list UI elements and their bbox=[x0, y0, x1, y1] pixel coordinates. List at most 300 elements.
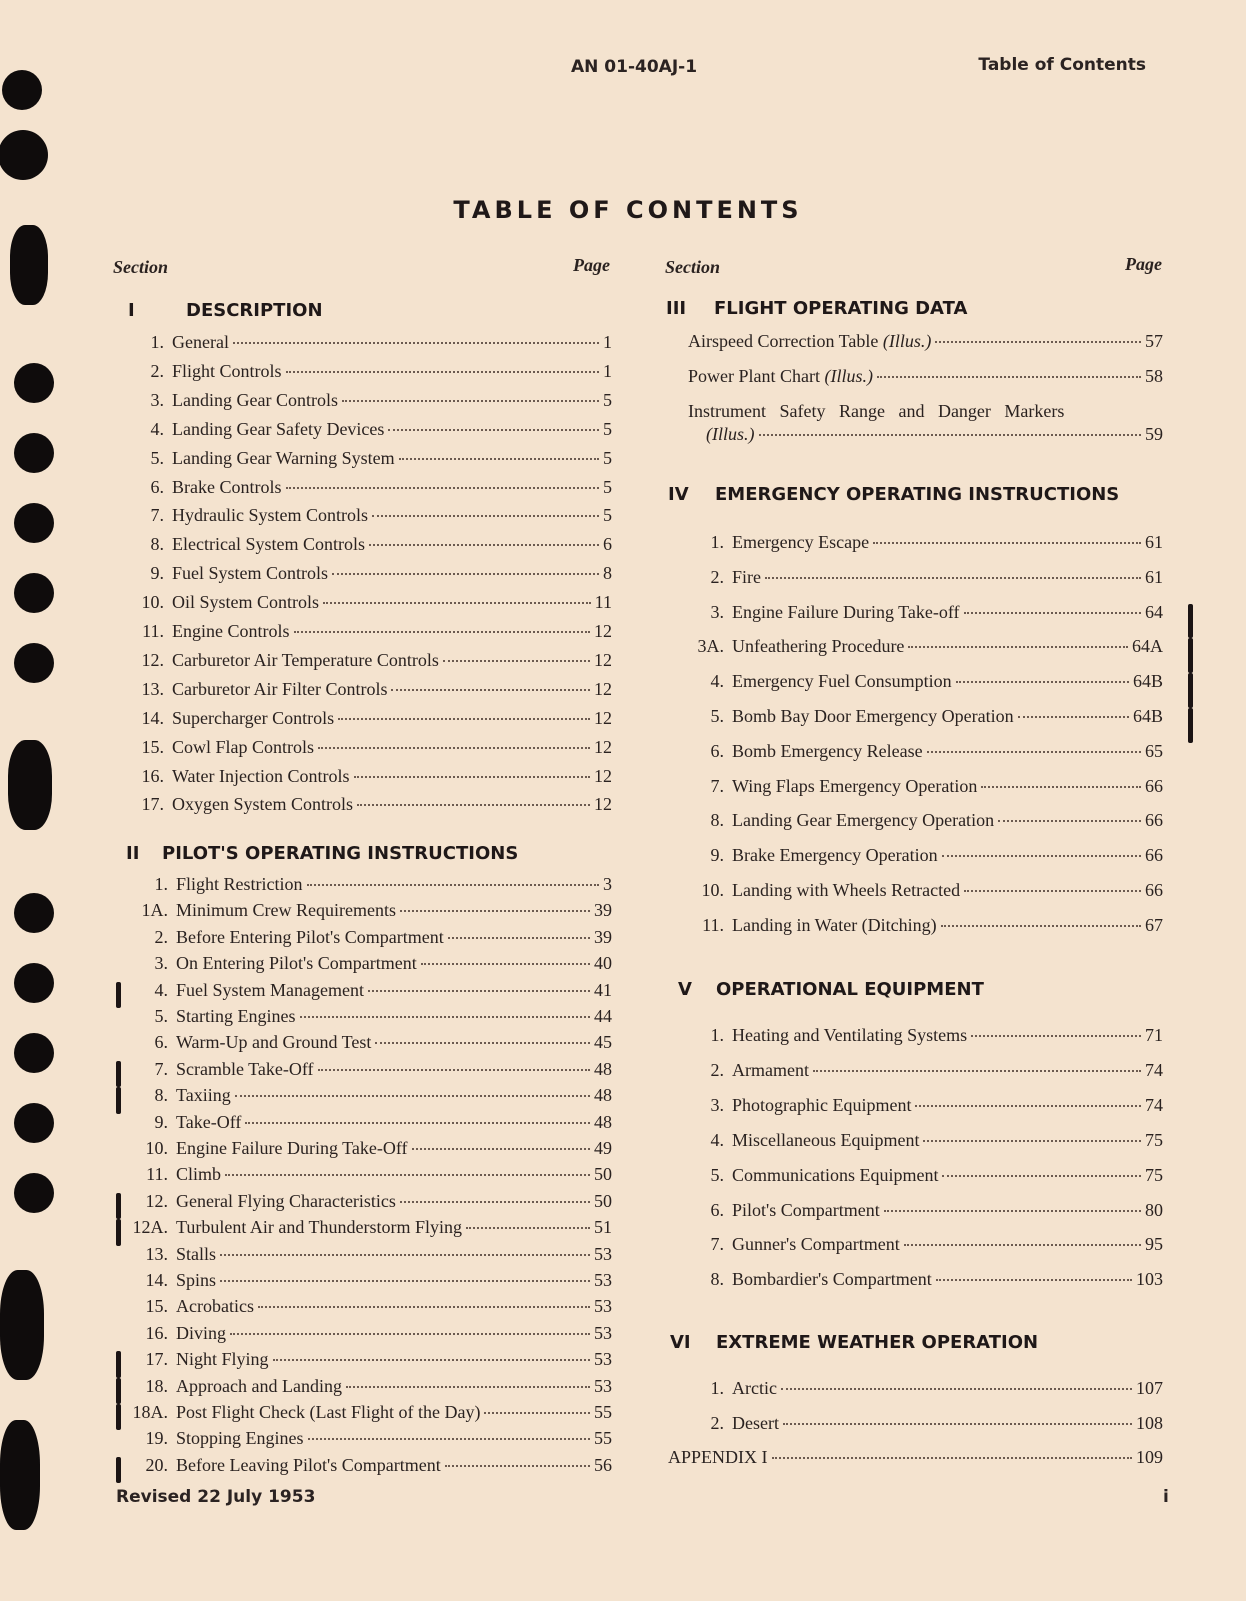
toc-entry[interactable] bbox=[680, 1413, 1163, 1434]
entry-title: Electrical System Controls bbox=[172, 534, 365, 555]
entry-title: Cowl Flap Controls bbox=[172, 736, 315, 757]
entry-number: 7. bbox=[154, 1058, 168, 1079]
toc-entry[interactable] bbox=[120, 1164, 612, 1185]
page-number: 12 bbox=[594, 707, 612, 728]
toc-entry[interactable] bbox=[680, 1234, 1163, 1255]
binder-hole bbox=[14, 643, 54, 683]
page-number: 45 bbox=[594, 1032, 612, 1053]
entry-number: 2. bbox=[710, 1059, 724, 1080]
page-column-header: Page bbox=[1125, 254, 1162, 274]
section-column-header: Section bbox=[665, 257, 721, 277]
toc-entry[interactable] bbox=[680, 1130, 1163, 1151]
entry-number: 4. bbox=[150, 418, 164, 439]
dot-leader bbox=[813, 1070, 1141, 1072]
entry-number: 10. bbox=[141, 592, 164, 613]
entry-title: Bomb Emergency Release bbox=[732, 740, 923, 761]
dot-leader bbox=[412, 1148, 590, 1150]
entry-number: 17. bbox=[141, 794, 164, 815]
entry-number: 1. bbox=[710, 1025, 724, 1045]
change-bar bbox=[1188, 604, 1193, 639]
section-heading bbox=[670, 1332, 1039, 1353]
toc-entry[interactable] bbox=[140, 650, 612, 671]
toc-entry[interactable] bbox=[680, 1060, 1163, 1081]
entry-number: 6. bbox=[150, 476, 164, 497]
running-title: Table of Contents bbox=[978, 55, 1146, 75]
page-number: 12 bbox=[594, 765, 612, 786]
toc-entry[interactable] bbox=[120, 1112, 612, 1133]
toc-entry[interactable] bbox=[680, 1165, 1163, 1186]
page-number: 53 bbox=[594, 1296, 612, 1317]
page-number: 75 bbox=[1145, 1164, 1163, 1185]
entry-number: 16. bbox=[141, 765, 164, 786]
section-title: OPERATIONAL EQUIPMENT bbox=[716, 979, 984, 1000]
dot-leader bbox=[342, 400, 599, 402]
page-number: 3 bbox=[603, 874, 612, 894]
entry-title: Taxiing bbox=[176, 1085, 231, 1106]
toc-entry[interactable] bbox=[140, 477, 612, 498]
entry-title: Communications Equipment bbox=[732, 1164, 939, 1185]
page-number: 12 bbox=[594, 794, 612, 815]
toc-entry[interactable] bbox=[120, 1006, 612, 1027]
toc-entry[interactable] bbox=[140, 766, 612, 787]
dot-leader bbox=[233, 342, 599, 344]
toc-entry[interactable] bbox=[140, 390, 612, 411]
entry-title: Oxygen System Controls bbox=[172, 794, 354, 815]
dot-leader bbox=[354, 776, 590, 778]
page-number: 95 bbox=[1145, 1234, 1163, 1255]
entry-number: 12A. bbox=[132, 1217, 168, 1238]
entry-title: On Entering Pilot's Compartment bbox=[176, 953, 417, 974]
toc-entry[interactable] bbox=[140, 448, 612, 469]
entry-number: 13. bbox=[145, 1243, 168, 1264]
page-number: 66 bbox=[1145, 810, 1163, 831]
page-number: 61 bbox=[1145, 532, 1163, 552]
section-roman-numeral: III bbox=[666, 298, 687, 319]
toc-entry[interactable] bbox=[120, 953, 612, 974]
entry-number: 3A. bbox=[697, 636, 724, 657]
page-title: TABLE OF CONTENTS bbox=[453, 196, 803, 224]
entry-number: 5. bbox=[710, 706, 724, 726]
toc-entry[interactable] bbox=[140, 592, 612, 613]
page-number: 108 bbox=[1136, 1413, 1163, 1433]
dot-leader bbox=[884, 1210, 1141, 1212]
binder-hole bbox=[2, 70, 42, 110]
entry-number: 1. bbox=[154, 874, 168, 894]
entry-number: 15. bbox=[145, 1296, 168, 1317]
entry-number: 1A. bbox=[141, 900, 168, 921]
dot-leader bbox=[915, 1105, 1141, 1107]
entry-title: Landing Gear Emergency Operation bbox=[732, 810, 995, 831]
section-heading bbox=[668, 484, 1120, 505]
entry-title: Flight Controls bbox=[172, 360, 282, 381]
toc-entry[interactable] bbox=[680, 880, 1163, 901]
toc-entry[interactable] bbox=[120, 1032, 612, 1053]
entry-title: Landing Gear Warning System bbox=[172, 447, 395, 468]
entry-title: Carburetor Air Temperature Controls bbox=[172, 649, 439, 670]
entry-number: 7. bbox=[150, 505, 164, 526]
entry-number: 14. bbox=[145, 1270, 168, 1290]
entry-title: Starting Engines bbox=[176, 1006, 296, 1026]
page-number: 65 bbox=[1145, 740, 1163, 761]
page-number: 80 bbox=[1145, 1199, 1163, 1220]
toc-entry[interactable] bbox=[140, 679, 612, 700]
entry-title: Warm-Up and Ground Test bbox=[176, 1032, 372, 1053]
entry-number: 13. bbox=[141, 678, 164, 699]
entry-title: Unfeathering Procedure bbox=[732, 636, 905, 657]
page-number: 53 bbox=[594, 1375, 612, 1396]
entry-number: 11. bbox=[702, 914, 724, 935]
toc-entry[interactable] bbox=[120, 1138, 612, 1159]
toc-entry[interactable] bbox=[680, 845, 1163, 866]
dot-leader bbox=[781, 1388, 1132, 1390]
page-number: 41 bbox=[594, 979, 612, 1000]
dot-leader bbox=[873, 542, 1141, 544]
toc-entry[interactable] bbox=[120, 1428, 612, 1449]
page-number: 5 bbox=[603, 389, 612, 410]
page-number: 5 bbox=[603, 505, 612, 526]
entry-note: (Illus.) bbox=[706, 424, 755, 444]
page-number: 12 bbox=[594, 736, 612, 757]
revision-date: Revised 22 July 1953 bbox=[116, 1487, 316, 1507]
entry-title: Scramble Take-Off bbox=[176, 1058, 314, 1079]
binder-hole bbox=[14, 893, 54, 933]
entry-title: Airspeed Correction Table bbox=[688, 331, 879, 351]
section-heading bbox=[128, 300, 323, 321]
page-number: 75 bbox=[1145, 1129, 1163, 1150]
toc-entry[interactable] bbox=[680, 567, 1163, 588]
dot-leader bbox=[357, 804, 590, 806]
dot-leader bbox=[399, 458, 599, 460]
entry-title: Pilot's Compartment bbox=[732, 1199, 880, 1220]
toc-entry[interactable] bbox=[120, 1296, 612, 1317]
page-number: 74 bbox=[1145, 1059, 1163, 1080]
toc-entry[interactable] bbox=[120, 1376, 612, 1397]
entry-number: 14. bbox=[141, 707, 164, 728]
entry-title: Landing with Wheels Retracted bbox=[732, 880, 961, 900]
binder-hole bbox=[14, 1033, 54, 1073]
toc-entry[interactable] bbox=[680, 602, 1163, 623]
appendix-entry[interactable] bbox=[668, 1447, 1163, 1468]
toc-entry[interactable] bbox=[688, 401, 1163, 445]
toc-entry[interactable] bbox=[120, 1217, 612, 1238]
section-heading bbox=[666, 298, 968, 319]
toc-entry[interactable] bbox=[680, 1269, 1163, 1290]
page-number: 55 bbox=[594, 1402, 612, 1422]
page-number: 64B bbox=[1132, 671, 1163, 692]
page-number: 56 bbox=[594, 1454, 612, 1475]
toc-entry[interactable] bbox=[680, 1200, 1163, 1221]
toc-entry[interactable] bbox=[120, 1402, 612, 1423]
dot-leader bbox=[936, 1279, 1132, 1281]
page-number: 1 bbox=[603, 332, 612, 352]
entry-number: 20. bbox=[145, 1454, 168, 1475]
page-number: 5 bbox=[603, 476, 612, 497]
binder-hole bbox=[14, 963, 54, 1003]
dot-leader bbox=[245, 1122, 590, 1124]
entry-title: Arctic bbox=[732, 1378, 777, 1398]
entry-number: 3. bbox=[710, 1094, 724, 1115]
toc-entry[interactable] bbox=[680, 636, 1163, 657]
page-number: 66 bbox=[1145, 880, 1163, 900]
page-number: 12 bbox=[594, 649, 612, 670]
entry-title: Stopping Engines bbox=[176, 1428, 304, 1449]
entry-title: Approach and Landing bbox=[176, 1375, 342, 1396]
section-roman-numeral: VI bbox=[670, 1332, 691, 1353]
binder-hole bbox=[14, 363, 54, 403]
page-number: 40 bbox=[594, 953, 612, 974]
page-number: 74 bbox=[1145, 1094, 1163, 1115]
entry-number: 11. bbox=[146, 1164, 168, 1185]
dot-leader bbox=[323, 602, 591, 604]
entry-title: Acrobatics bbox=[176, 1296, 254, 1317]
page-number: 53 bbox=[594, 1322, 612, 1343]
toc-entry[interactable] bbox=[120, 1270, 612, 1291]
page-number: 51 bbox=[594, 1217, 612, 1238]
page-number: 55 bbox=[594, 1428, 612, 1449]
entry-title: Power Plant Chart bbox=[688, 366, 820, 386]
entry-number: 6. bbox=[710, 1199, 724, 1220]
entry-title: Hydraulic System Controls bbox=[172, 505, 368, 526]
entry-number: 7. bbox=[710, 775, 724, 796]
page-number: 58 bbox=[1145, 366, 1163, 386]
toc-entry[interactable] bbox=[140, 737, 612, 758]
toc-entry[interactable] bbox=[120, 900, 612, 921]
toc-entry[interactable] bbox=[120, 874, 612, 895]
dot-leader bbox=[225, 1174, 590, 1176]
dot-leader bbox=[772, 1457, 1132, 1459]
page-column-header: Page bbox=[573, 255, 610, 275]
toc-entry[interactable] bbox=[140, 794, 612, 815]
page-number: 53 bbox=[594, 1243, 612, 1264]
dot-leader bbox=[877, 376, 1141, 378]
page-number-footer: i bbox=[1163, 1487, 1169, 1507]
toc-entry[interactable] bbox=[680, 706, 1163, 727]
page-number: 1 bbox=[603, 360, 612, 381]
page-number: 48 bbox=[594, 1058, 612, 1079]
dot-leader bbox=[998, 820, 1141, 822]
entry-number: 4. bbox=[154, 979, 168, 1000]
page-number: 39 bbox=[594, 900, 612, 921]
binder-hole bbox=[14, 1173, 54, 1213]
toc-entry[interactable] bbox=[680, 532, 1163, 553]
toc-entry[interactable] bbox=[140, 563, 612, 584]
entry-number: 8. bbox=[710, 1269, 724, 1290]
entry-title: Brake Emergency Operation bbox=[732, 845, 938, 866]
entry-title: Bomb Bay Door Emergency Operation bbox=[732, 706, 1014, 726]
toc-entry[interactable] bbox=[680, 810, 1163, 831]
entry-number: 9. bbox=[150, 563, 164, 584]
section-heading bbox=[126, 843, 519, 864]
entry-number: 5. bbox=[710, 1164, 724, 1185]
binder-hole bbox=[0, 130, 48, 180]
binder-hole bbox=[0, 1270, 44, 1380]
toc-entry[interactable] bbox=[120, 1059, 612, 1080]
entry-number: 9. bbox=[710, 845, 724, 866]
page-number: 107 bbox=[1136, 1378, 1163, 1398]
entry-number: 4. bbox=[710, 1129, 724, 1150]
page-number: 8 bbox=[603, 563, 612, 584]
entry-title: Heating and Ventilating Systems bbox=[732, 1025, 968, 1045]
page-number: 53 bbox=[594, 1349, 612, 1370]
section-title: PILOT'S OPERATING INSTRUCTIONS bbox=[162, 843, 519, 864]
dot-leader bbox=[338, 718, 590, 720]
toc-entry[interactable] bbox=[680, 1378, 1163, 1399]
section-title: DESCRIPTION bbox=[186, 300, 323, 321]
binder-hole bbox=[8, 740, 52, 830]
toc-entry[interactable] bbox=[680, 915, 1163, 936]
dot-leader bbox=[927, 751, 1141, 753]
dot-leader bbox=[220, 1254, 590, 1256]
entry-title: Emergency Fuel Consumption bbox=[732, 671, 952, 692]
page-number: 103 bbox=[1136, 1269, 1163, 1290]
entry-title: Engine Failure During Take-Off bbox=[176, 1138, 408, 1158]
entry-number: 5. bbox=[150, 447, 164, 468]
entry-title: Diving bbox=[176, 1322, 227, 1343]
entry-title: Fuel System Management bbox=[176, 979, 364, 1000]
page-number: 67 bbox=[1145, 914, 1163, 935]
section-title: EMERGENCY OPERATING INSTRUCTIONS bbox=[715, 484, 1120, 505]
toc-entry[interactable] bbox=[140, 621, 612, 642]
entry-number: 4. bbox=[710, 671, 724, 692]
page-number: 64 bbox=[1145, 601, 1163, 622]
dot-leader bbox=[273, 1359, 590, 1361]
toc-entry[interactable] bbox=[140, 419, 612, 440]
entry-title: Emergency Escape bbox=[732, 532, 870, 552]
section-title: FLIGHT OPERATING DATA bbox=[714, 298, 968, 319]
document-number: AN 01-40AJ-1 bbox=[571, 57, 698, 77]
dot-leader bbox=[220, 1280, 590, 1282]
binder-hole bbox=[14, 503, 54, 543]
page-number: 11 bbox=[594, 592, 612, 613]
dot-leader bbox=[904, 1244, 1141, 1246]
entry-number: 5. bbox=[154, 1006, 168, 1026]
entry-number: 15. bbox=[141, 736, 164, 757]
entry-title: Water Injection Controls bbox=[172, 765, 350, 786]
change-bar bbox=[1188, 673, 1193, 708]
dot-leader bbox=[372, 515, 599, 517]
toc-entry[interactable] bbox=[120, 927, 612, 948]
toc-entry[interactable] bbox=[688, 366, 1163, 387]
entry-number: 7. bbox=[710, 1234, 724, 1255]
dot-leader bbox=[942, 1175, 1141, 1177]
dot-leader bbox=[375, 1042, 590, 1044]
section-roman-numeral: I bbox=[128, 300, 135, 321]
entry-title: Climb bbox=[176, 1164, 222, 1185]
toc-entry[interactable] bbox=[688, 331, 1163, 352]
toc-entry[interactable] bbox=[680, 741, 1163, 762]
dot-leader bbox=[294, 631, 591, 633]
dot-leader bbox=[332, 573, 599, 575]
entry-number: 1. bbox=[150, 332, 164, 352]
dot-leader bbox=[1018, 716, 1129, 718]
page-number: 48 bbox=[594, 1111, 612, 1132]
toc-entry[interactable] bbox=[120, 1244, 612, 1265]
entry-title: Landing Gear Controls bbox=[172, 389, 338, 410]
dot-leader bbox=[388, 429, 599, 431]
toc-entry[interactable] bbox=[680, 1095, 1163, 1116]
entry-title: Miscellaneous Equipment bbox=[732, 1129, 920, 1150]
entry-number: 2. bbox=[154, 926, 168, 947]
entry-number: 12. bbox=[145, 1190, 168, 1211]
dot-leader bbox=[971, 1035, 1141, 1037]
toc-entry[interactable] bbox=[120, 1323, 612, 1344]
dot-leader bbox=[318, 747, 590, 749]
entry-number: 6. bbox=[710, 740, 724, 761]
dot-leader bbox=[923, 1140, 1141, 1142]
section-title: EXTREME WEATHER OPERATION bbox=[716, 1332, 1039, 1353]
entry-number: 1. bbox=[710, 532, 724, 552]
dot-leader bbox=[230, 1333, 590, 1335]
entry-title: Brake Controls bbox=[172, 476, 282, 497]
dot-leader bbox=[956, 681, 1129, 683]
page-number: 61 bbox=[1145, 566, 1163, 587]
binder-hole bbox=[10, 225, 48, 305]
dot-leader bbox=[300, 1016, 591, 1018]
dot-leader bbox=[466, 1227, 590, 1229]
appendix-title: APPENDIX I bbox=[668, 1447, 768, 1467]
toc-entry[interactable] bbox=[140, 534, 612, 555]
page-number: 5 bbox=[603, 447, 612, 468]
dot-leader bbox=[765, 577, 1141, 579]
entry-number: 8. bbox=[154, 1085, 168, 1106]
dot-leader bbox=[908, 646, 1128, 648]
toc-entry[interactable] bbox=[120, 1349, 612, 1370]
toc-entry[interactable] bbox=[120, 980, 612, 1001]
dot-leader bbox=[235, 1095, 590, 1097]
page-number: 59 bbox=[1145, 424, 1163, 444]
section-roman-numeral: V bbox=[678, 979, 692, 1000]
section-roman-numeral: II bbox=[126, 843, 140, 864]
toc-entry[interactable] bbox=[680, 1025, 1163, 1046]
entry-title: Engine Failure During Take-off bbox=[732, 601, 960, 622]
toc-entry[interactable] bbox=[140, 505, 612, 526]
toc-entry[interactable] bbox=[120, 1191, 612, 1212]
entry-number: 9. bbox=[154, 1111, 168, 1132]
toc-entry[interactable] bbox=[120, 1455, 612, 1476]
entry-number: 10. bbox=[145, 1138, 168, 1158]
entry-title: Fire bbox=[732, 566, 761, 587]
dot-leader bbox=[391, 689, 590, 691]
entry-number: 8. bbox=[710, 810, 724, 831]
page-number: 109 bbox=[1136, 1447, 1163, 1467]
entry-title: Armament bbox=[732, 1059, 809, 1080]
dot-leader bbox=[942, 855, 1141, 857]
dot-leader bbox=[368, 990, 590, 992]
page-number: 66 bbox=[1145, 775, 1163, 796]
page-number: 49 bbox=[594, 1138, 612, 1158]
toc-entry[interactable] bbox=[140, 708, 612, 729]
page-number: 5 bbox=[603, 418, 612, 439]
toc-entry[interactable] bbox=[680, 776, 1163, 797]
entry-title: Oil System Controls bbox=[172, 592, 320, 613]
entry-title: Spins bbox=[176, 1270, 217, 1290]
toc-entry[interactable] bbox=[120, 1085, 612, 1106]
entry-number: 3. bbox=[154, 953, 168, 974]
dot-leader bbox=[400, 910, 590, 912]
entry-number: 17. bbox=[145, 1349, 168, 1370]
entry-title: Before Entering Pilot's Compartment bbox=[176, 926, 444, 947]
toc-entry[interactable] bbox=[140, 361, 612, 382]
binder-hole bbox=[0, 1420, 40, 1530]
page-number: 57 bbox=[1145, 331, 1163, 351]
entry-number: 6. bbox=[154, 1032, 168, 1053]
entry-title: Engine Controls bbox=[172, 621, 290, 641]
toc-entry[interactable] bbox=[140, 332, 612, 353]
dot-leader bbox=[448, 937, 590, 939]
toc-entry[interactable] bbox=[680, 671, 1163, 692]
entry-title: Carburetor Air Filter Controls bbox=[172, 678, 388, 699]
page-number: 12 bbox=[594, 621, 612, 641]
